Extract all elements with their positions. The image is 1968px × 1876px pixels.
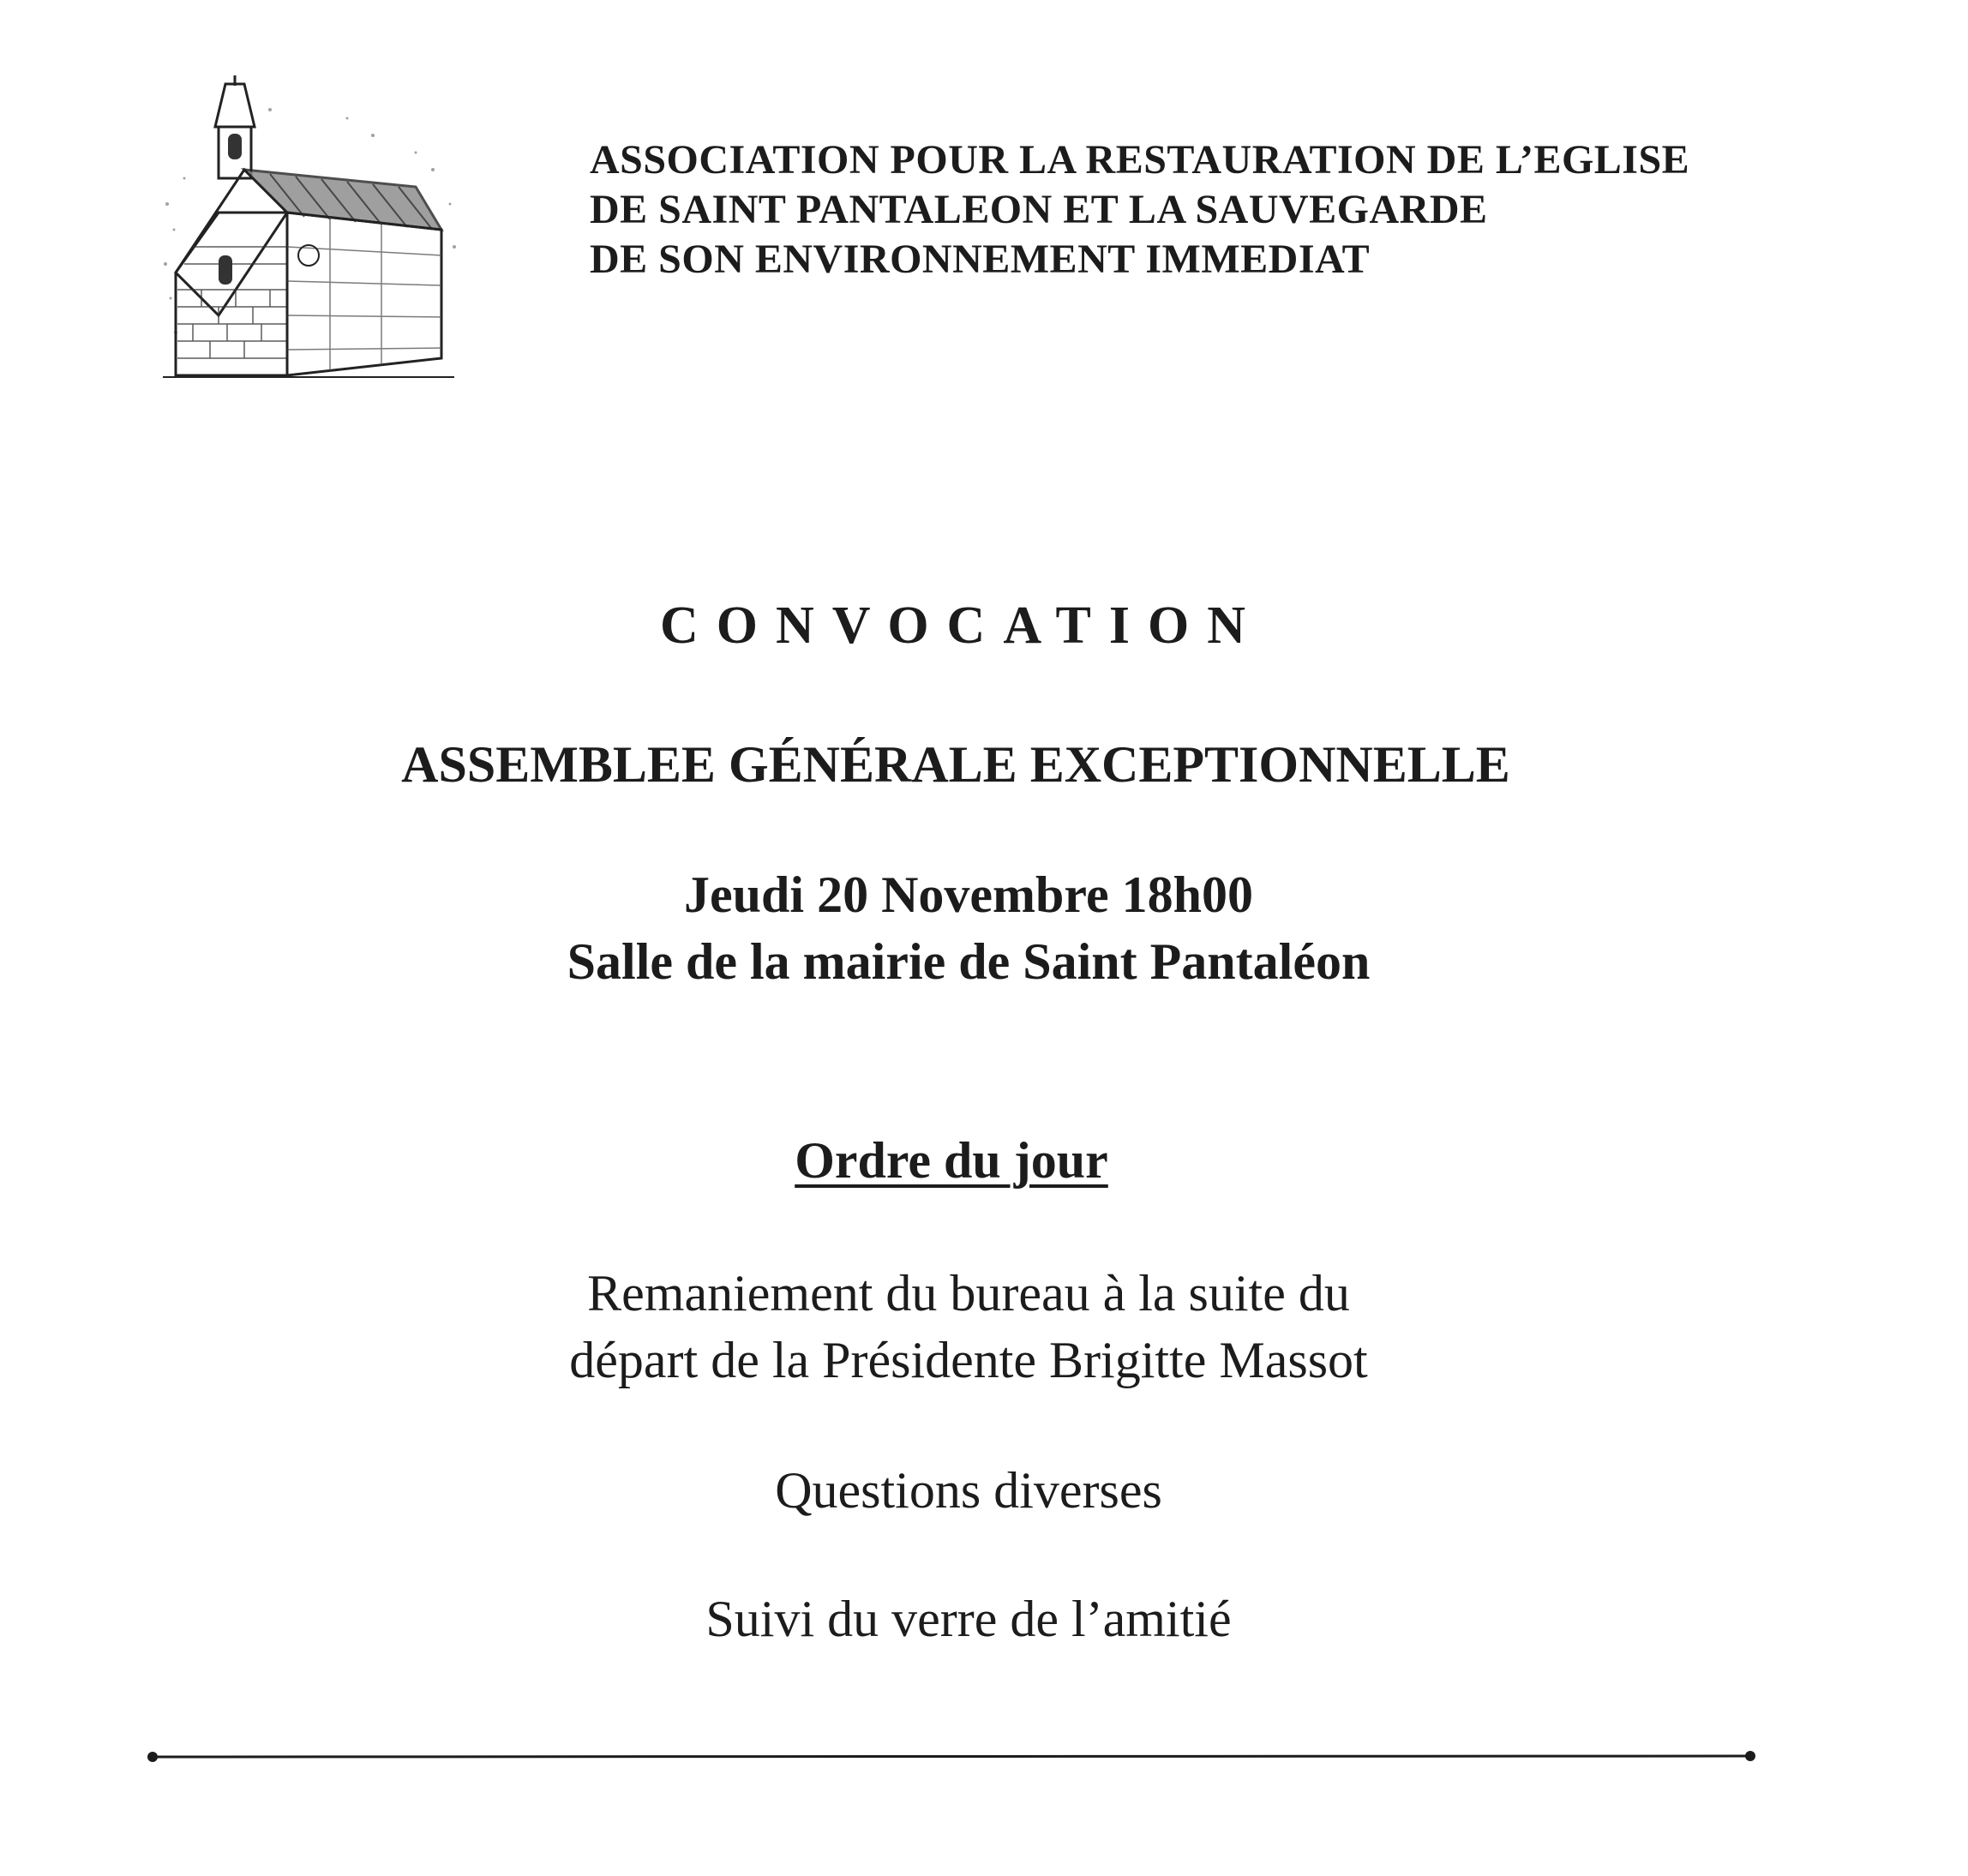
document-title: CONVOCATION: [660, 596, 1263, 655]
meeting-date: Jeudi 20 Novembre 18h00: [684, 866, 1253, 923]
agenda-item: Suivi du verre de l’amitié: [705, 1591, 1232, 1647]
church-drawing-icon: [159, 75, 467, 401]
agenda-item: Questions diverses: [775, 1462, 1162, 1519]
agenda-heading-text: Ordre du jour: [795, 1132, 1108, 1189]
meeting-venue: Salle de la mairie de Saint Pantaléon: [567, 933, 1371, 990]
association-header: [590, 135, 1875, 285]
header-line: ASSOCIATION POUR LA RESTAURATION DE L’EGLISE: [590, 137, 1690, 183]
agenda-heading: [677, 1131, 1226, 1190]
agenda-item: Remaniement du bureau à la suite du: [587, 1265, 1350, 1322]
agenda-item-continuation: départ de la Présidente Brigitte Massot: [569, 1332, 1368, 1388]
meeting-type: ASSEMBLEE GÉNÉRALE EXCEPTIONNELLE: [401, 736, 1510, 793]
bottom-divider: [146, 1748, 1757, 1765]
header-line: DE SAINT PANTALEON ET LA SAUVEGARDE: [590, 187, 1488, 232]
header-line: DE SON ENVIRONNEMENT IMMEDIAT: [590, 237, 1371, 282]
